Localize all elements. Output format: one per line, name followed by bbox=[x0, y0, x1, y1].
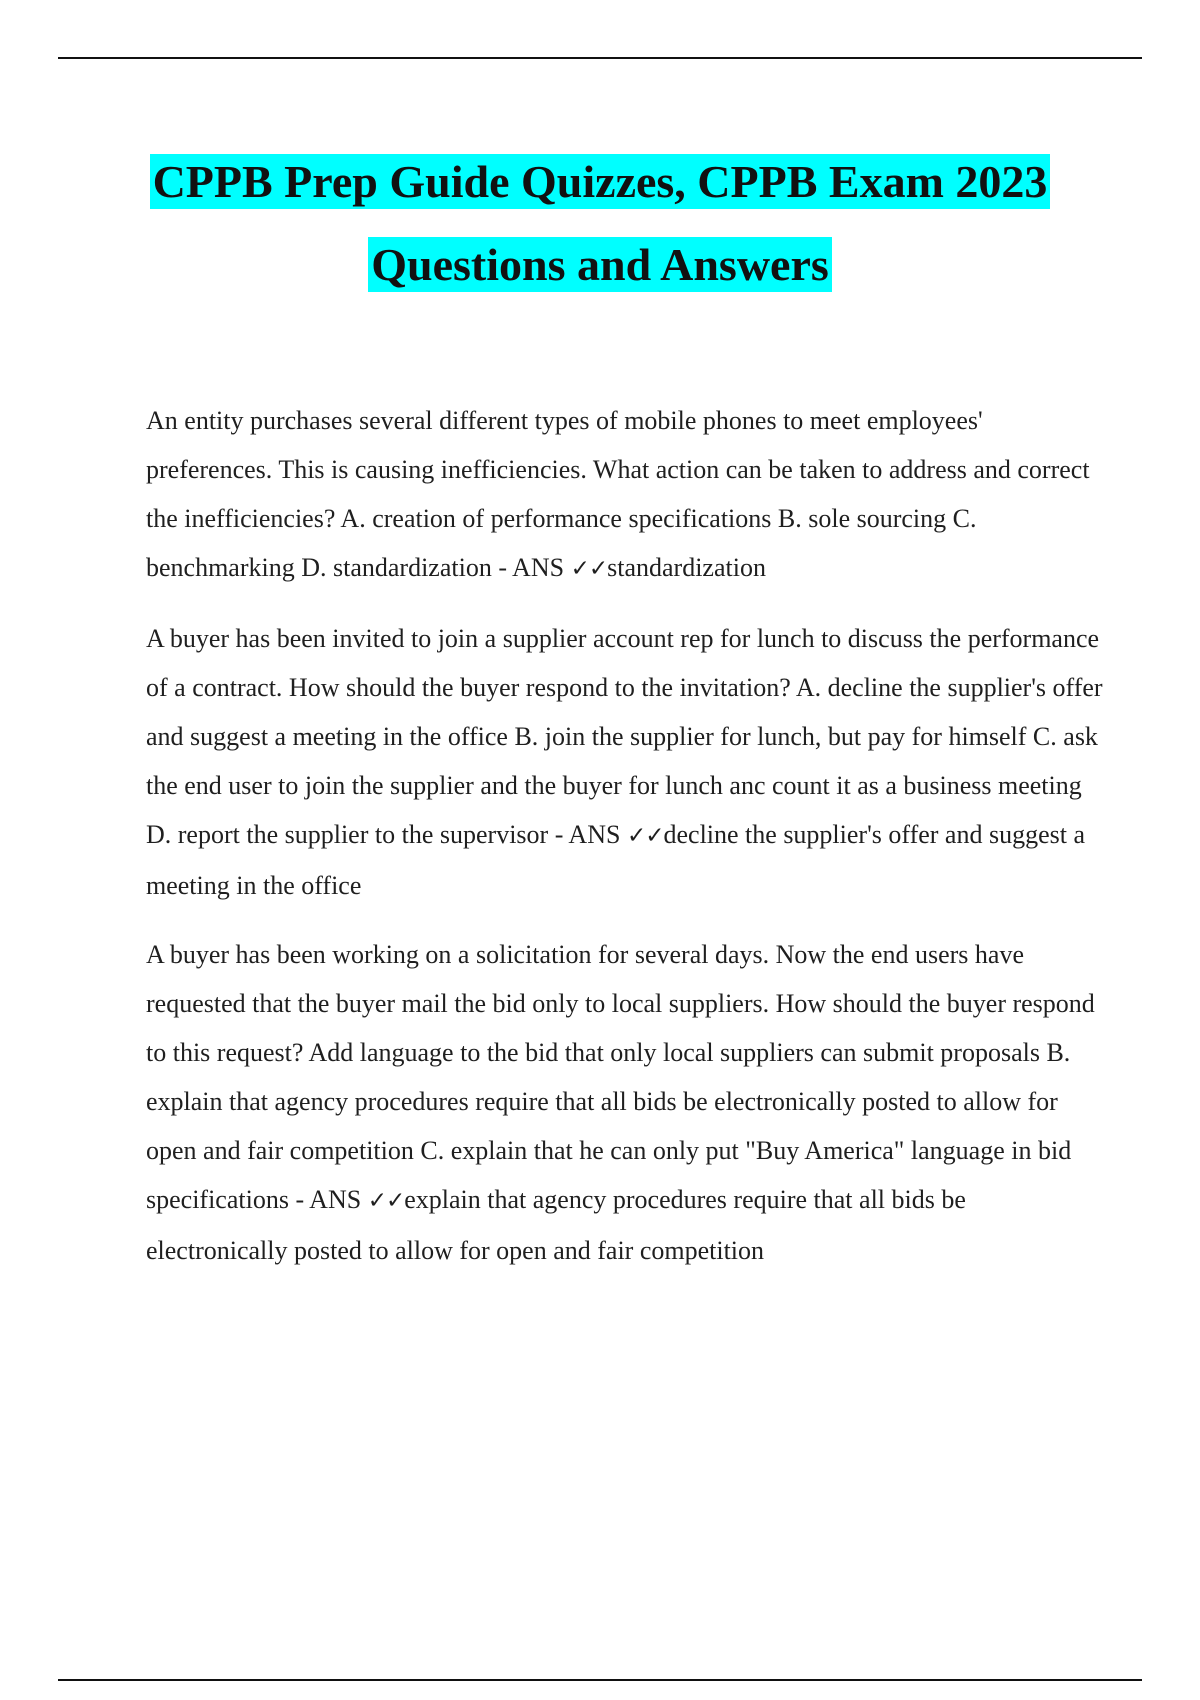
qa-list bbox=[146, 396, 1106, 1295]
qa-item bbox=[146, 930, 1106, 1275]
qa-question: A buyer has been invited to join a supplier account rep for lunch to discuss the performance of a contract. How should the buyer respond to the invitation? A. decline the supplier's offer and suggest a meeting in the office B. join the supplier for lunch, but pay for himself C. ask the end user to join the supplier and the buyer for lunch anc count it as a business meeting D. report the supplier to the supervisor - ANS bbox=[146, 624, 1103, 849]
qa-question: An entity purchases several different types of mobile phones to meet employees' preferences. This is causing inefficiencies. What action can be taken to address and correct the inefficiencies? A. creation of performance specifications B. sole sourcing C. benchmarking D. standardization - ANS bbox=[146, 406, 1090, 582]
qa-answer: explain that agency procedures require that all bids be electronically posted to allow for open and fair competition bbox=[146, 1185, 966, 1265]
title-line-1: CPPB Prep Guide Quizzes, CPPB Exam 2023 bbox=[150, 154, 1051, 209]
qa-item bbox=[146, 614, 1106, 910]
qa-item bbox=[146, 396, 1106, 594]
header-rule bbox=[58, 57, 1142, 59]
page-title bbox=[0, 140, 1200, 306]
qa-answer: decline the supplier's offer and suggest a meeting in the office bbox=[146, 820, 1086, 900]
check-icon: ✓✓ bbox=[626, 823, 664, 849]
qa-answer: standardization bbox=[607, 553, 766, 582]
check-icon: ✓✓ bbox=[367, 1188, 405, 1214]
check-icon: ✓✓ bbox=[570, 556, 608, 582]
footer-rule bbox=[58, 1679, 1142, 1681]
title-line-2: Questions and Answers bbox=[368, 237, 832, 292]
qa-question: A buyer has been working on a solicitation for several days. Now the end users have requested that the buyer mail the bid only to local suppliers. How should the buyer respond to this request? Add language to the bid that only local suppliers can submit proposals B. explain that agency procedures require that all bids be electronically posted to allow for open and fair competition C. explain that he can only put "Buy America" language in bid specifications - ANS bbox=[146, 940, 1095, 1214]
